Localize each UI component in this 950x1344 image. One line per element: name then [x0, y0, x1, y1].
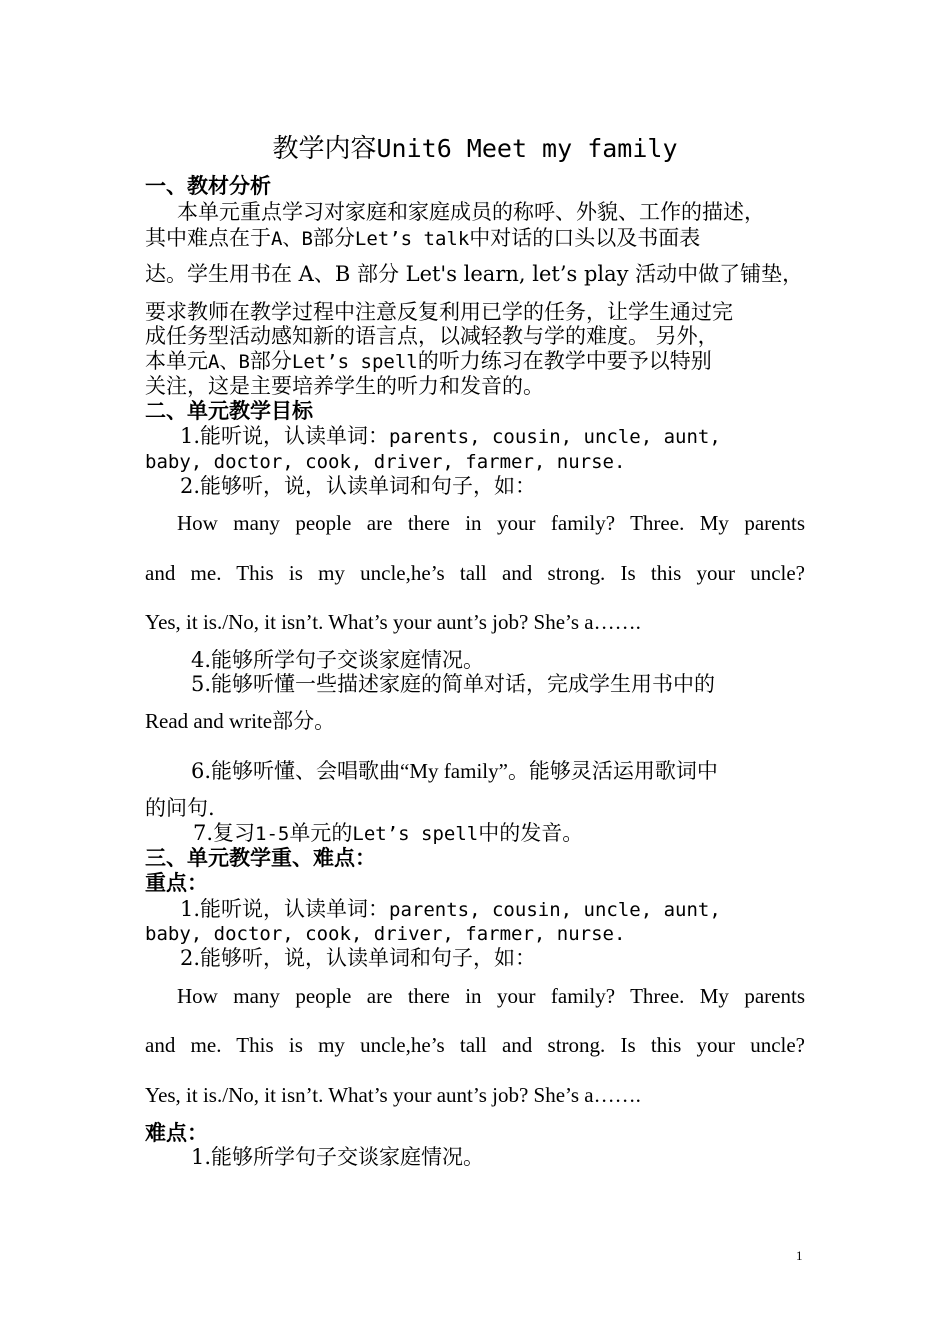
goal-1: [180, 424, 721, 449]
key-points-label: 重点：: [145, 870, 208, 895]
analysis-text: 部分: [249, 349, 292, 373]
analysis-text: A、B: [271, 228, 313, 250]
difficult-point-1: 1.能够所学句子交谈家庭情况。: [191, 1145, 485, 1169]
goal-text: 6.能够听懂、会唱歌曲: [191, 759, 401, 783]
analysis-line-7: 关注，这是主要培养学生的听力和发音的。: [145, 374, 544, 398]
goal-4: 4.能够所学句子交谈家庭情况。: [191, 648, 485, 672]
goal-1-continued: baby, doctor, cook, driver, farmer, nurse.: [145, 451, 626, 473]
analysis-line-6: [145, 349, 712, 374]
section-heading-key-difficult: 三、单元教学重、难点：: [145, 845, 376, 870]
goal-7: [193, 821, 583, 846]
key-point-2: 2.能够听，说，认读单词和句子，如：: [180, 946, 537, 970]
goal-6: [191, 759, 718, 783]
analysis-line-3: 达。学生用书在 A、B 部分 Let's learn, let’s play 活动中做了铺垫，: [145, 262, 804, 286]
key-words: parents, cousin, uncle, aunt,: [389, 899, 721, 921]
difficult-points-label: 难点：: [145, 1120, 208, 1145]
analysis-line-5: 成任务型活动感知新的语言点，以减轻教与学的难度。 另外，: [145, 324, 719, 348]
goal-sentence-1: How many people are there in your family? Three. My parents: [177, 511, 805, 535]
section-heading-analysis: 一、教材分析: [145, 173, 271, 198]
goal-text: 1.能听说，认读单词：: [180, 424, 390, 448]
goal-6-continued: 的问句.: [145, 796, 215, 820]
key-text: 1.能听说，认读单词：: [180, 897, 390, 921]
goal-text: 中的发音。: [478, 821, 584, 845]
analysis-text: 中对话的口头以及书面表: [469, 226, 701, 250]
key-point-1: [180, 897, 721, 922]
goal-text: Let’s spell: [352, 823, 479, 845]
page-title: [0, 133, 950, 165]
goal-5: 5.能够听懂一些描述家庭的简单对话，完成学生用书中的: [191, 672, 716, 696]
goal-sentence-2: and me. This is my uncle,he’s tall and strong. Is this your uncle?: [145, 561, 805, 585]
title-cn: 教学内容: [272, 134, 377, 164]
analysis-text: Let’s spell: [291, 351, 418, 373]
key-sentence-2: and me. This is my uncle,he’s tall and strong. Is this your uncle?: [145, 1033, 805, 1057]
goal-sentence-3: Yes, it is./No, it isn’t. What’s your aunt’s job? She’s a…….: [145, 610, 641, 634]
goal-song: “My family”: [400, 759, 508, 783]
analysis-text: A、B: [208, 351, 250, 373]
key-sentence-3: Yes, it is./No, it isn’t. What’s your aunt’s job? She’s a…….: [145, 1083, 641, 1107]
goal-5-continued: [145, 709, 335, 733]
goal-text: 单元的: [289, 821, 353, 845]
analysis-text: Let’s talk: [354, 228, 470, 250]
section-heading-goals: 二、单元教学目标: [145, 398, 313, 423]
goal-words: parents, cousin, uncle, aunt,: [389, 426, 721, 448]
analysis-text: 其中难点在于: [145, 226, 271, 250]
goal-text: Read and write: [145, 709, 273, 733]
analysis-text: 部分: [312, 226, 355, 250]
analysis-line-4: 要求教师在教学过程中注意反复利用已学的任务，让学生通过完: [145, 300, 733, 324]
page-number: 1: [796, 1248, 803, 1263]
key-point-1-continued: baby, doctor, cook, driver, farmer, nurse.: [145, 923, 626, 945]
key-sentence-1: How many people are there in your family? Three. My parents: [177, 984, 805, 1008]
title-en: Unit6 Meet my family: [376, 134, 678, 163]
goal-2: 2.能够听，说，认读单词和句子，如：: [180, 474, 537, 498]
analysis-text: 的听力练习在教学中要予以特别: [417, 349, 712, 373]
goal-text: 7.复习: [193, 821, 256, 845]
goal-text: 1-5: [255, 823, 290, 845]
analysis-line-2: [145, 226, 700, 251]
goal-text: 。能够灵活运用歌词中: [507, 759, 718, 783]
analysis-text: 本单元: [145, 349, 208, 373]
analysis-line-1: 本单元重点学习对家庭和家庭成员的称呼、外貌、工作的描述，: [177, 200, 765, 224]
goal-text: 部分。: [272, 709, 336, 733]
